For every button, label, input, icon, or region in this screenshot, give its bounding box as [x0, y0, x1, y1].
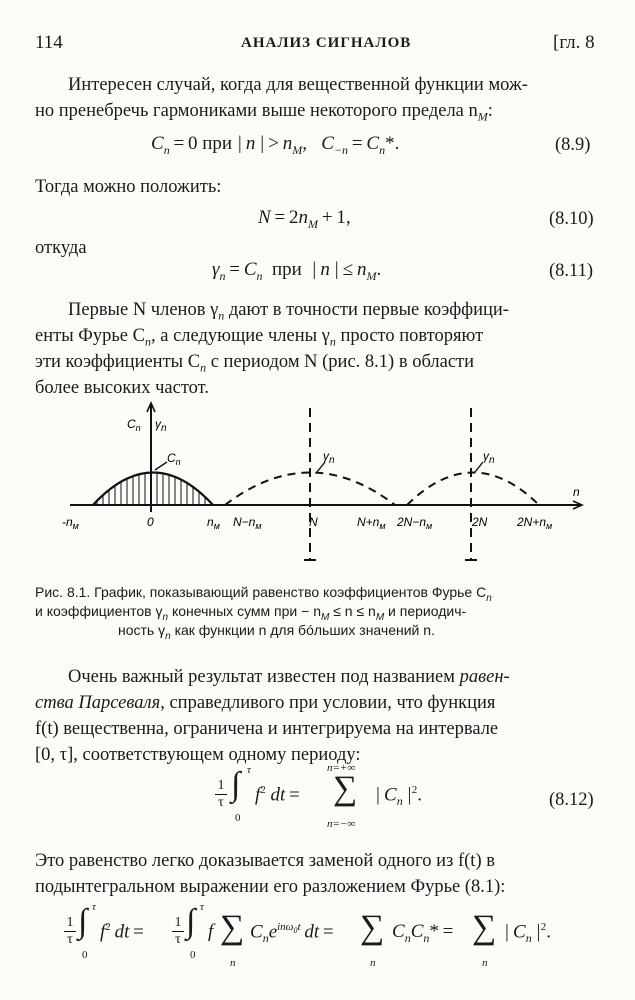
p6-line2: подынтегральном выражении его разложением Фурье (8.1):	[35, 877, 506, 897]
tick-nm: $n_м$	[207, 515, 220, 531]
eq-number-8-10: (8.10)	[549, 209, 594, 229]
tick-N-plus-nm: $N+n_м$	[357, 515, 386, 531]
equation-8-11: $\gamma_n = C_n$ при | n | ≤ $n_M$.	[212, 259, 382, 283]
text: Интересен случай, когда для вещественной функции мож-	[68, 75, 528, 95]
s: n	[218, 308, 225, 323]
t: ность γ	[118, 622, 166, 638]
t: конечных сумм при − n	[168, 603, 321, 619]
t: с периодом N (рис. 8.1) в области	[206, 352, 475, 372]
eq-number-8-9: (8.9)	[555, 135, 591, 155]
gamma1-pointer	[317, 462, 325, 472]
gamma-hump-2	[407, 473, 539, 506]
p1-line2	[35, 98, 493, 130]
t: енты Фурье C	[35, 326, 145, 346]
t: и периодич-	[384, 603, 467, 619]
eq-number-8-12: (8.12)	[549, 790, 594, 810]
t: Рис. 8.1. График, показывающий равенство коэффициентов Фурье C	[35, 584, 487, 600]
chapter-label: [гл. 8	[553, 32, 595, 53]
equation-parseval-proof: 1 τ ∫ τ 0 $f^2$ dt = 1 τ ∫ τ 0 f ∑ n $C_ne^{in\omega_0t}$ dt = ∑ n $C_nC_n*$ = ∑ n | $C_n$ $|^2$.	[64, 903, 584, 983]
t: Первые N членов γ	[68, 300, 219, 320]
p3: откуда	[35, 238, 87, 258]
p2: Тогда можно положить:	[35, 177, 222, 197]
t: , справедливого при условии, что функция	[160, 693, 496, 713]
y-label-cn: $C_n$	[127, 417, 141, 433]
equation-8-10: $N = 2n_M + 1$,	[258, 207, 351, 231]
gamma2-pointer	[475, 462, 483, 472]
eq-number-8-11: (8.11)	[549, 261, 594, 281]
text: но пренебречь гармониками выше некоторого предела n	[35, 101, 478, 121]
p5-line2	[35, 690, 495, 716]
t: ≤ n ≤ n	[329, 603, 376, 619]
t: просто повторяют	[335, 326, 484, 346]
s: n	[144, 334, 151, 349]
tick-2N: 2N	[472, 515, 488, 529]
p6-line1: Это равенство легко доказывается заменой одного из f(t) в	[35, 851, 495, 871]
y-label-gamma: $\gamma_n$	[155, 417, 167, 434]
x-axis-label: n	[573, 485, 580, 499]
equation-8-9: $C_n = 0$ при | n | > $n_M$, $C_{-n} = C_n*$.	[151, 133, 400, 157]
tick-N: N	[309, 515, 318, 529]
cn-curve	[93, 473, 213, 506]
tick-2N-plus-nm: $2N+n_м$	[517, 515, 553, 531]
tick-2N-minus-nm: $2N-n_м$	[397, 515, 433, 531]
p5-line3: f(t) вещественна, ограничена и интегрируема на интервале	[35, 719, 499, 739]
figure-caption-line3	[118, 621, 435, 646]
tick-neg-nm: $-n_м$	[62, 515, 79, 531]
t: Очень важный результат известен под названием	[68, 667, 460, 687]
cn-label: $C_n$	[167, 451, 181, 467]
cn-pointer	[155, 462, 167, 470]
page-number: 114	[35, 32, 63, 53]
text: :	[487, 101, 493, 121]
p1-line1	[68, 72, 528, 98]
gamma1-label: $\gamma_n$	[323, 449, 335, 466]
figure-8-1	[55, 400, 595, 575]
s: n	[200, 360, 207, 375]
equation-8-12: 1 τ ∫ τ 0 $f^2$ dt = n=+∞ ∑ n=−∞ | $C_n$ $|^2$.	[215, 766, 475, 830]
gamma2-label: $\gamma_n$	[483, 449, 495, 466]
t: равен-	[459, 667, 510, 687]
s: M	[375, 611, 385, 623]
t: дают в точности первые коэффици-	[224, 300, 509, 320]
t: и коэффициентов γ	[35, 603, 163, 619]
p4-line4: более высоких частот.	[35, 378, 209, 398]
s: n	[162, 611, 169, 623]
sub: M	[477, 109, 488, 124]
t: , а следующие члены γ	[150, 326, 330, 346]
s: M	[320, 611, 330, 623]
s: n	[165, 630, 171, 642]
tick-zero: 0	[147, 515, 154, 529]
s: n	[329, 334, 336, 349]
tick-N-minus-nm: $N-n_м$	[233, 515, 262, 531]
t: ства Парсеваля	[35, 693, 161, 713]
running-title: АНАЛИЗ СИГНАЛОВ	[241, 35, 412, 51]
s: n	[486, 592, 492, 604]
t: как функции n для бóльших значений n.	[170, 622, 435, 638]
t: эти коэффициенты C	[35, 352, 201, 372]
p5-line4: [0, τ], соответствующем одному периоду:	[35, 745, 361, 765]
p5-line1	[68, 664, 510, 690]
